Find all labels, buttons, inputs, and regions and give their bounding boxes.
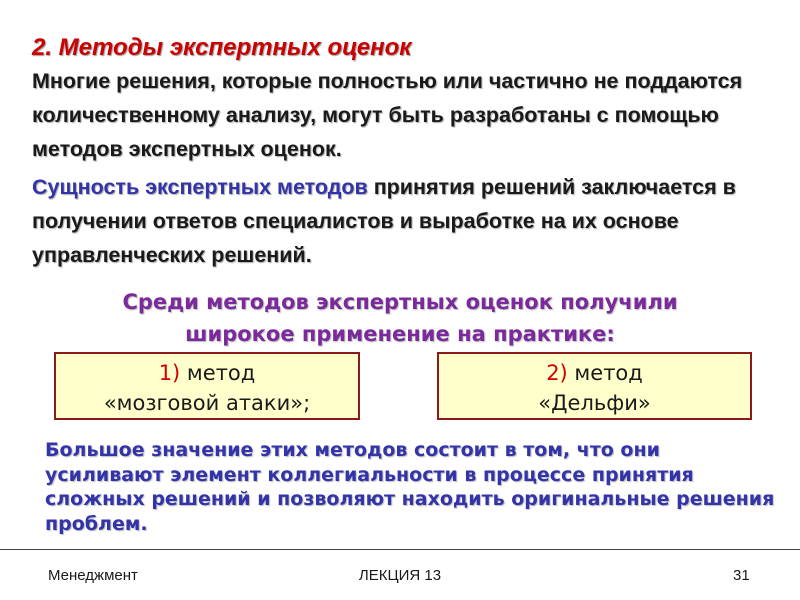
method-label: метод <box>567 361 643 385</box>
method-box-brainstorming <box>54 352 360 420</box>
methods-subheading: Среди методов экспертных оценок получили широкое применение на практике: <box>122 290 678 346</box>
footer-page-number: 31 <box>733 567 750 584</box>
slide-title: 2. Методы экспертных оценок <box>32 34 412 61</box>
essence-text: принятия решений заключается в получении ответов специалистов и выработке на их основе управленческих решений. <box>32 175 736 267</box>
essence-highlight: Сущность экспертных методов <box>32 175 368 199</box>
method-number: 1) <box>158 361 181 385</box>
footer-course-name: Менеджмент <box>48 567 138 584</box>
intro-paragraph: Многие решения, которые полностью или частично не поддаются количественному анализу, могут быть разработаны с помощью методов экспертных оценок. <box>32 69 743 161</box>
footer-divider <box>0 549 800 550</box>
method-name: «Дельфи» <box>538 391 651 415</box>
essence-paragraph <box>32 170 772 272</box>
method-number: 2) <box>546 361 568 385</box>
method-label: метод <box>180 361 256 385</box>
footer-lecture-label: ЛЕКЦИЯ 13 <box>358 567 442 584</box>
method-box-line <box>56 358 358 388</box>
method-box-line <box>439 358 750 388</box>
method-box-delphi <box>437 352 752 420</box>
method-name: «мозговой атаки»; <box>103 391 311 415</box>
closing-paragraph: Большое значение этих методов состоит в том, что они усиливают элемент коллегиальности в процессе принятия сложных решений и позволяют находить оригинальные решения проблем. <box>45 439 775 535</box>
